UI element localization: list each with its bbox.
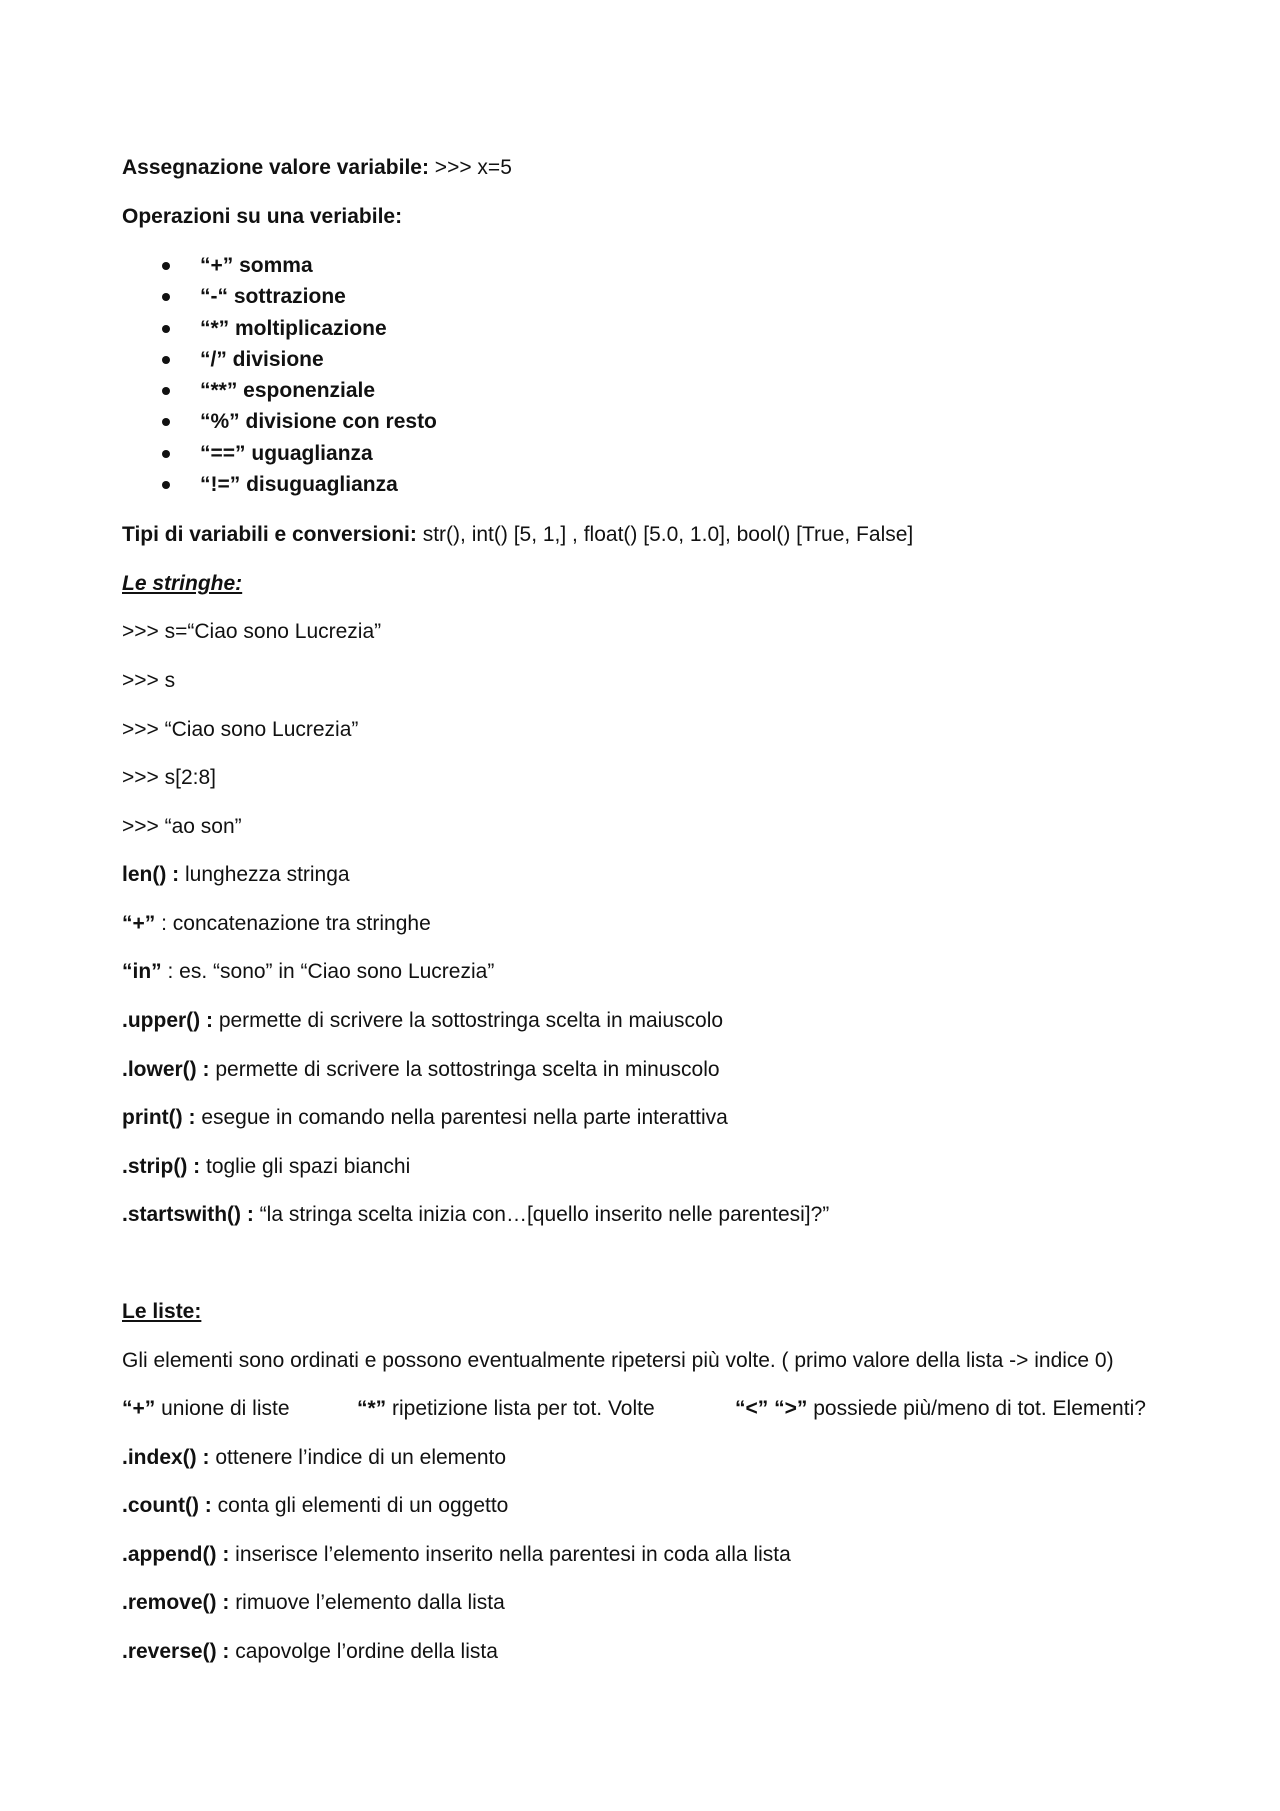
assignment-label: Assegnazione valore variabile: <box>122 156 429 179</box>
definition-row <box>122 1153 410 1181</box>
list-item-text: “**” esponenziale <box>200 379 376 403</box>
lists-operators-row <box>122 1395 1182 1423</box>
list-item-text: “==” uguaglianza <box>200 441 373 465</box>
definition-desc: permette di scrivere la sottostringa scelta in maiuscolo <box>212 1009 724 1032</box>
types-line <box>122 521 913 549</box>
definition-row <box>122 910 431 938</box>
definition-desc: esegue in comando nella parentesi nella parte interattiva <box>195 1106 728 1129</box>
definition-desc: : es. “sono” in “Ciao sono Lucrezia” <box>161 960 495 983</box>
operator-term: “*” <box>357 1397 387 1420</box>
definition-row <box>122 1541 791 1569</box>
code-line: >>> “Ciao sono Lucrezia” <box>122 718 359 741</box>
definition-desc: capovolge l’ordine della lista <box>229 1640 498 1663</box>
definition-term: len() : <box>122 863 180 886</box>
definition-desc: conta gli elementi di un oggetto <box>211 1494 509 1517</box>
operator-term: “<” “>” <box>735 1397 808 1420</box>
lists-intro: Gli elementi sono ordinati e possono eventualmente ripetersi più volte. ( primo valore della lista -> indice 0) <box>122 1349 1114 1372</box>
definition-term: .index() : <box>122 1446 210 1469</box>
definition-term: .strip() : <box>122 1155 201 1178</box>
list-item <box>122 281 437 312</box>
definition-term: “in” <box>122 960 162 983</box>
list-item-text: “+” somma <box>200 254 313 277</box>
list-item <box>122 375 437 406</box>
assignment-text: >>> x=5 <box>428 156 512 179</box>
types-label: Tipi di variabili e conversioni: <box>122 523 417 546</box>
definition-term: .startswith() : <box>122 1203 254 1226</box>
operations-list <box>122 250 437 500</box>
list-item <box>122 313 437 344</box>
definition-term: .remove() : <box>122 1591 230 1614</box>
definition-term: print() : <box>122 1106 196 1129</box>
types-text: str(), int() [5, 1,] , float() [5.0, 1.0], bool() [True, False] <box>416 523 914 546</box>
bullet-icon <box>162 418 170 426</box>
definition-desc: permette di scrivere la sottostringa scelta in minuscolo <box>209 1058 720 1081</box>
definition-desc: rimuove l’elemento dalla lista <box>229 1591 505 1614</box>
definition-desc: toglie gli spazi bianchi <box>200 1155 411 1178</box>
definition-row <box>122 1056 720 1084</box>
bullet-icon <box>162 387 170 395</box>
definition-row <box>122 1638 498 1666</box>
assignment-line <box>122 154 512 182</box>
list-operator <box>735 1395 1146 1423</box>
code-line: >>> s=“Ciao sono Lucrezia” <box>122 620 382 643</box>
bullet-icon <box>162 481 170 489</box>
list-item <box>122 250 437 281</box>
definition-row <box>122 1007 723 1035</box>
operations-heading: Operazioni su una veriabile: <box>122 205 403 228</box>
operator-desc: ripetizione lista per tot. Volte <box>386 1397 655 1420</box>
definition-row <box>122 861 350 889</box>
definition-row <box>122 1589 505 1617</box>
definition-row <box>122 1104 728 1132</box>
list-item-text: “!=” disuguaglianza <box>200 473 398 497</box>
list-item-text: “/” divisione <box>200 347 324 371</box>
definition-row <box>122 1444 506 1472</box>
code-line: >>> s[2:8] <box>122 766 216 789</box>
operator-desc: unione di liste <box>155 1397 290 1420</box>
bullet-icon <box>162 356 170 364</box>
list-item-text: “*” moltiplicazione <box>200 316 387 340</box>
list-item-text: “-“ sottrazione <box>200 285 346 309</box>
list-item <box>122 344 437 375</box>
definition-desc: : concatenazione tra stringhe <box>155 912 431 935</box>
definition-term: .append() : <box>122 1543 230 1566</box>
definition-row <box>122 1492 508 1520</box>
definition-desc: “la stringa scelta inizia con…[quello inserito nelle parentesi]?” <box>253 1203 830 1226</box>
list-item <box>122 406 437 437</box>
definition-row <box>122 1201 829 1229</box>
definition-term: .lower() : <box>122 1058 210 1081</box>
definition-desc: ottenere l’indice di un elemento <box>209 1446 507 1469</box>
code-line: >>> s <box>122 669 176 692</box>
code-line: >>> “ao son” <box>122 815 242 838</box>
definition-term: .reverse() : <box>122 1640 230 1663</box>
definition-desc: lunghezza stringa <box>179 863 350 886</box>
list-operator <box>357 1395 655 1423</box>
bullet-icon <box>162 450 170 458</box>
definition-term: .upper() : <box>122 1009 213 1032</box>
operator-term: “+” <box>122 1397 156 1420</box>
list-item <box>122 438 437 469</box>
list-operator <box>122 1395 290 1423</box>
bullet-icon <box>162 293 170 301</box>
bullet-icon <box>162 262 170 270</box>
definition-desc: inserisce l’elemento inserito nella parentesi in coda alla lista <box>229 1543 791 1566</box>
bullet-icon <box>162 325 170 333</box>
operator-desc: possiede più/meno di tot. Elementi? <box>807 1397 1146 1420</box>
list-item-text: “%” divisione con resto <box>200 410 437 434</box>
strings-heading: Le stringhe: <box>122 572 243 595</box>
lists-heading: Le liste: <box>122 1300 202 1323</box>
definition-row <box>122 958 494 986</box>
list-item <box>122 469 437 500</box>
definition-term: “+” <box>122 912 156 935</box>
definition-term: .count() : <box>122 1494 212 1517</box>
